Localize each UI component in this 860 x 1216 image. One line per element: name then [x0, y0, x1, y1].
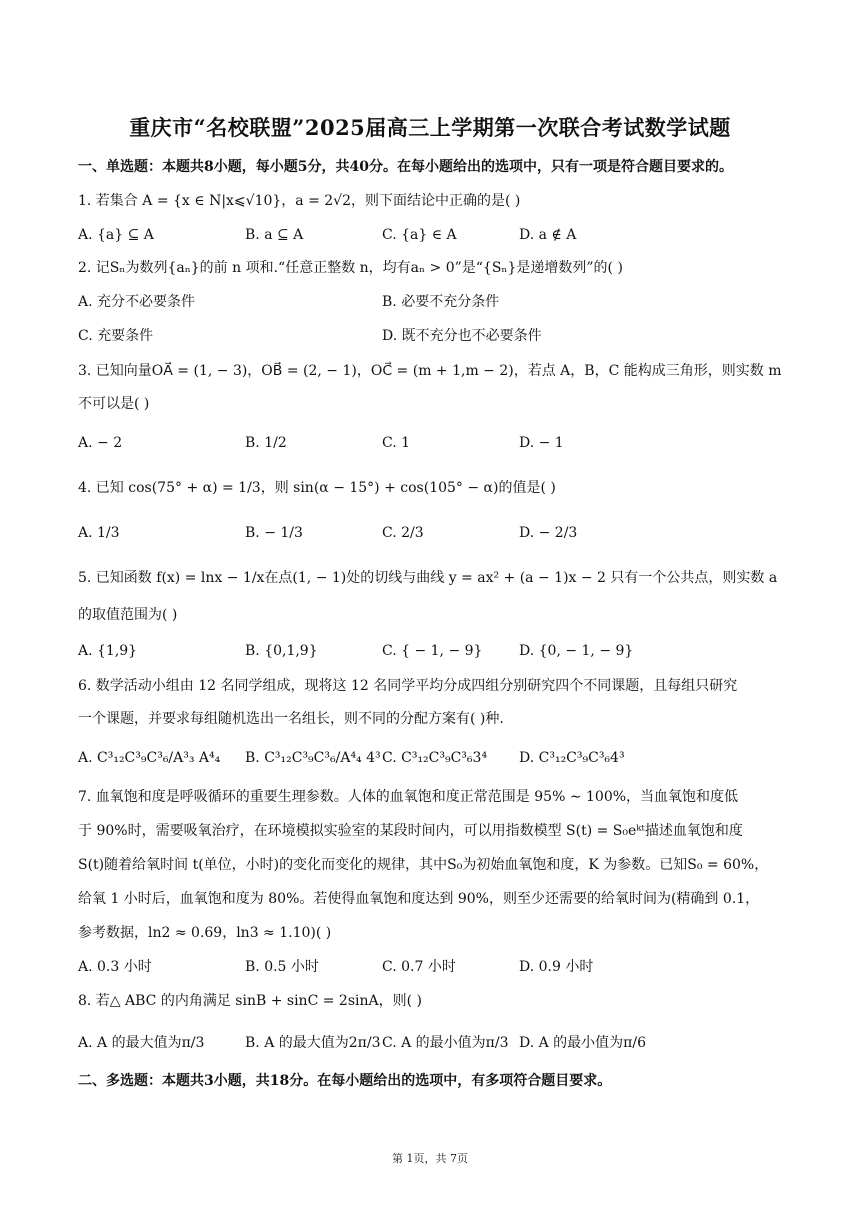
page-footer: 第 1页，共 7页 [392, 1152, 468, 1165]
q2-option-b: B. 必要不充分条件 [382, 294, 500, 310]
q7-option-c: C. 0.7 小时 [382, 959, 456, 975]
q1-option-d: D. a ∉ A [519, 227, 577, 243]
q2-option-c: C. 充要条件 [78, 328, 154, 344]
q5-option-d: D. {0, − 1, − 9} [519, 643, 634, 659]
q5-stem-line1: 5. 已知函数 f(x) = lnx − 1/x在点(1, − 1)处的切线与曲线 y = ax² + (a − 1)x − 2 只有一个公共点，则实数 a [78, 570, 778, 586]
q5-option-a: A. {1,9} [78, 643, 138, 659]
q6-option-a: A. C³₁₂C³₉C³₆/A³₃ A⁴₄ [78, 750, 221, 766]
q8-stem: 8. 若△ ABC 的内角满足 sinB + sinC = 2sinA，则( ) [78, 993, 422, 1009]
q7-stem-line5: 参考数据，ln2 ≈ 0.69，ln3 ≈ 1.10)( ) [78, 925, 332, 941]
q4-stem: 4. 已知 cos(75° + α) = 1/3，则 sin(α − 15°) + cos(105° − α)的值是( ) [78, 480, 556, 496]
q1-option-c: C. {a} ∈ A [382, 227, 457, 243]
q3-stem-line2: 不可以是( ) [78, 396, 150, 412]
q8-option-b: B. A 的最大值为2π/3 [245, 1035, 381, 1051]
q7-stem-line2: 于 90%时，需要吸氧治疗，在环境模拟实验室的某段时间内，可以用指数模型 S(t) = S₀eᵏᵗ描述血氧饱和度 [78, 823, 743, 839]
q1-stem: 1. 若集合 A = {x ∈ N|x⩽√10}，a = 2√2，则下面结论中正确的是( ) [78, 193, 521, 209]
q1-option-b: B. a ⊆ A [245, 227, 304, 243]
q8-option-d: D. A 的最小值为π/6 [519, 1035, 647, 1051]
q3-option-b: B. 1/2 [245, 435, 287, 451]
q7-option-a: A. 0.3 小时 [78, 959, 152, 975]
q2-stem: 2. 记Sₙ为数列{aₙ}的前 n 项和.“任意正整数 n，均有aₙ > 0”是“{Sₙ}是递增数列”的( ) [78, 260, 623, 276]
q3-option-c: C. 1 [382, 435, 411, 451]
q7-option-b: B. 0.5 小时 [245, 959, 319, 975]
q4-option-d: D. − 2/3 [519, 525, 578, 541]
section-2-header: 二、多选题：本题共3小题，共18分。在每小题给出的选项中，有多项符合题目要求。 [78, 1073, 612, 1089]
q4-option-a: A. 1/3 [78, 525, 120, 541]
q7-stem-line1: 7. 血氧饱和度是呼吸循环的重要生理参数。人体的血氧饱和度正常范围是 95% ∼ 100%，当血氧饱和度低 [78, 789, 739, 805]
q6-option-b: B. C³₁₂C³₉C³₆/A⁴₄ 4³ [245, 750, 381, 766]
q3-stem-line1: 3. 已知向量OA⃗ = (1, − 3)，OB⃗ = (2, − 1)，OC⃗ = (m + 1,m − 2)，若点 A，B，C 能构成三角形，则实数 m [78, 363, 782, 379]
page-title: 重庆市“名校联盟”2025届高三上学期第一次联合考试数学试题 [129, 115, 731, 140]
q1-option-a: A. {a} ⊆ A [78, 227, 154, 243]
q3-option-a: A. − 2 [78, 435, 123, 451]
q5-option-b: B. {0,1,9} [245, 643, 318, 659]
q4-option-c: C. 2/3 [382, 525, 424, 541]
q2-option-d: D. 既不充分也不必要条件 [382, 328, 542, 344]
section-1-header: 一、单选题：本题共8小题，每小题5分，共40分。在每小题给出的选项中，只有一项是符合题目要求的。 [78, 159, 733, 175]
q8-option-c: C. A 的最小值为π/3 [382, 1035, 509, 1051]
q7-stem-line3: S(t)随着给氧时间 t(单位，小时)的变化而变化的规律，其中S₀为初始血氧饱和度，K 为参数。已知S₀ = 60%， [78, 857, 769, 873]
q6-stem-line2: 一个课题，并要求每组随机选出一名组长，则不同的分配方案有( )种. [78, 711, 504, 727]
q4-option-b: B. − 1/3 [245, 525, 303, 541]
q6-option-d: D. C³₁₂C³₉C³₆4³ [519, 750, 625, 766]
q5-option-c: C. { − 1, − 9} [382, 643, 483, 659]
q6-stem-line1: 6. 数学活动小组由 12 名同学组成，现将这 12 名同学平均分成四组分别研究四个不同课题，且每组只研究 [78, 678, 738, 694]
q3-option-d: D. − 1 [519, 435, 564, 451]
q7-option-d: D. 0.9 小时 [519, 959, 594, 975]
q7-stem-line4: 给氧 1 小时后，血氧饱和度为 80%。若使得血氧饱和度达到 90%，则至少还需要的给氧时间为(精确到 0.1， [78, 891, 760, 907]
q5-stem-line2: 的取值范围为( ) [78, 607, 178, 623]
q6-option-c: C. C³₁₂C³₉C³₆3⁴ [382, 750, 488, 766]
q8-option-a: A. A 的最大值为π/3 [78, 1035, 205, 1051]
q2-option-a: A. 充分不必要条件 [78, 294, 196, 310]
